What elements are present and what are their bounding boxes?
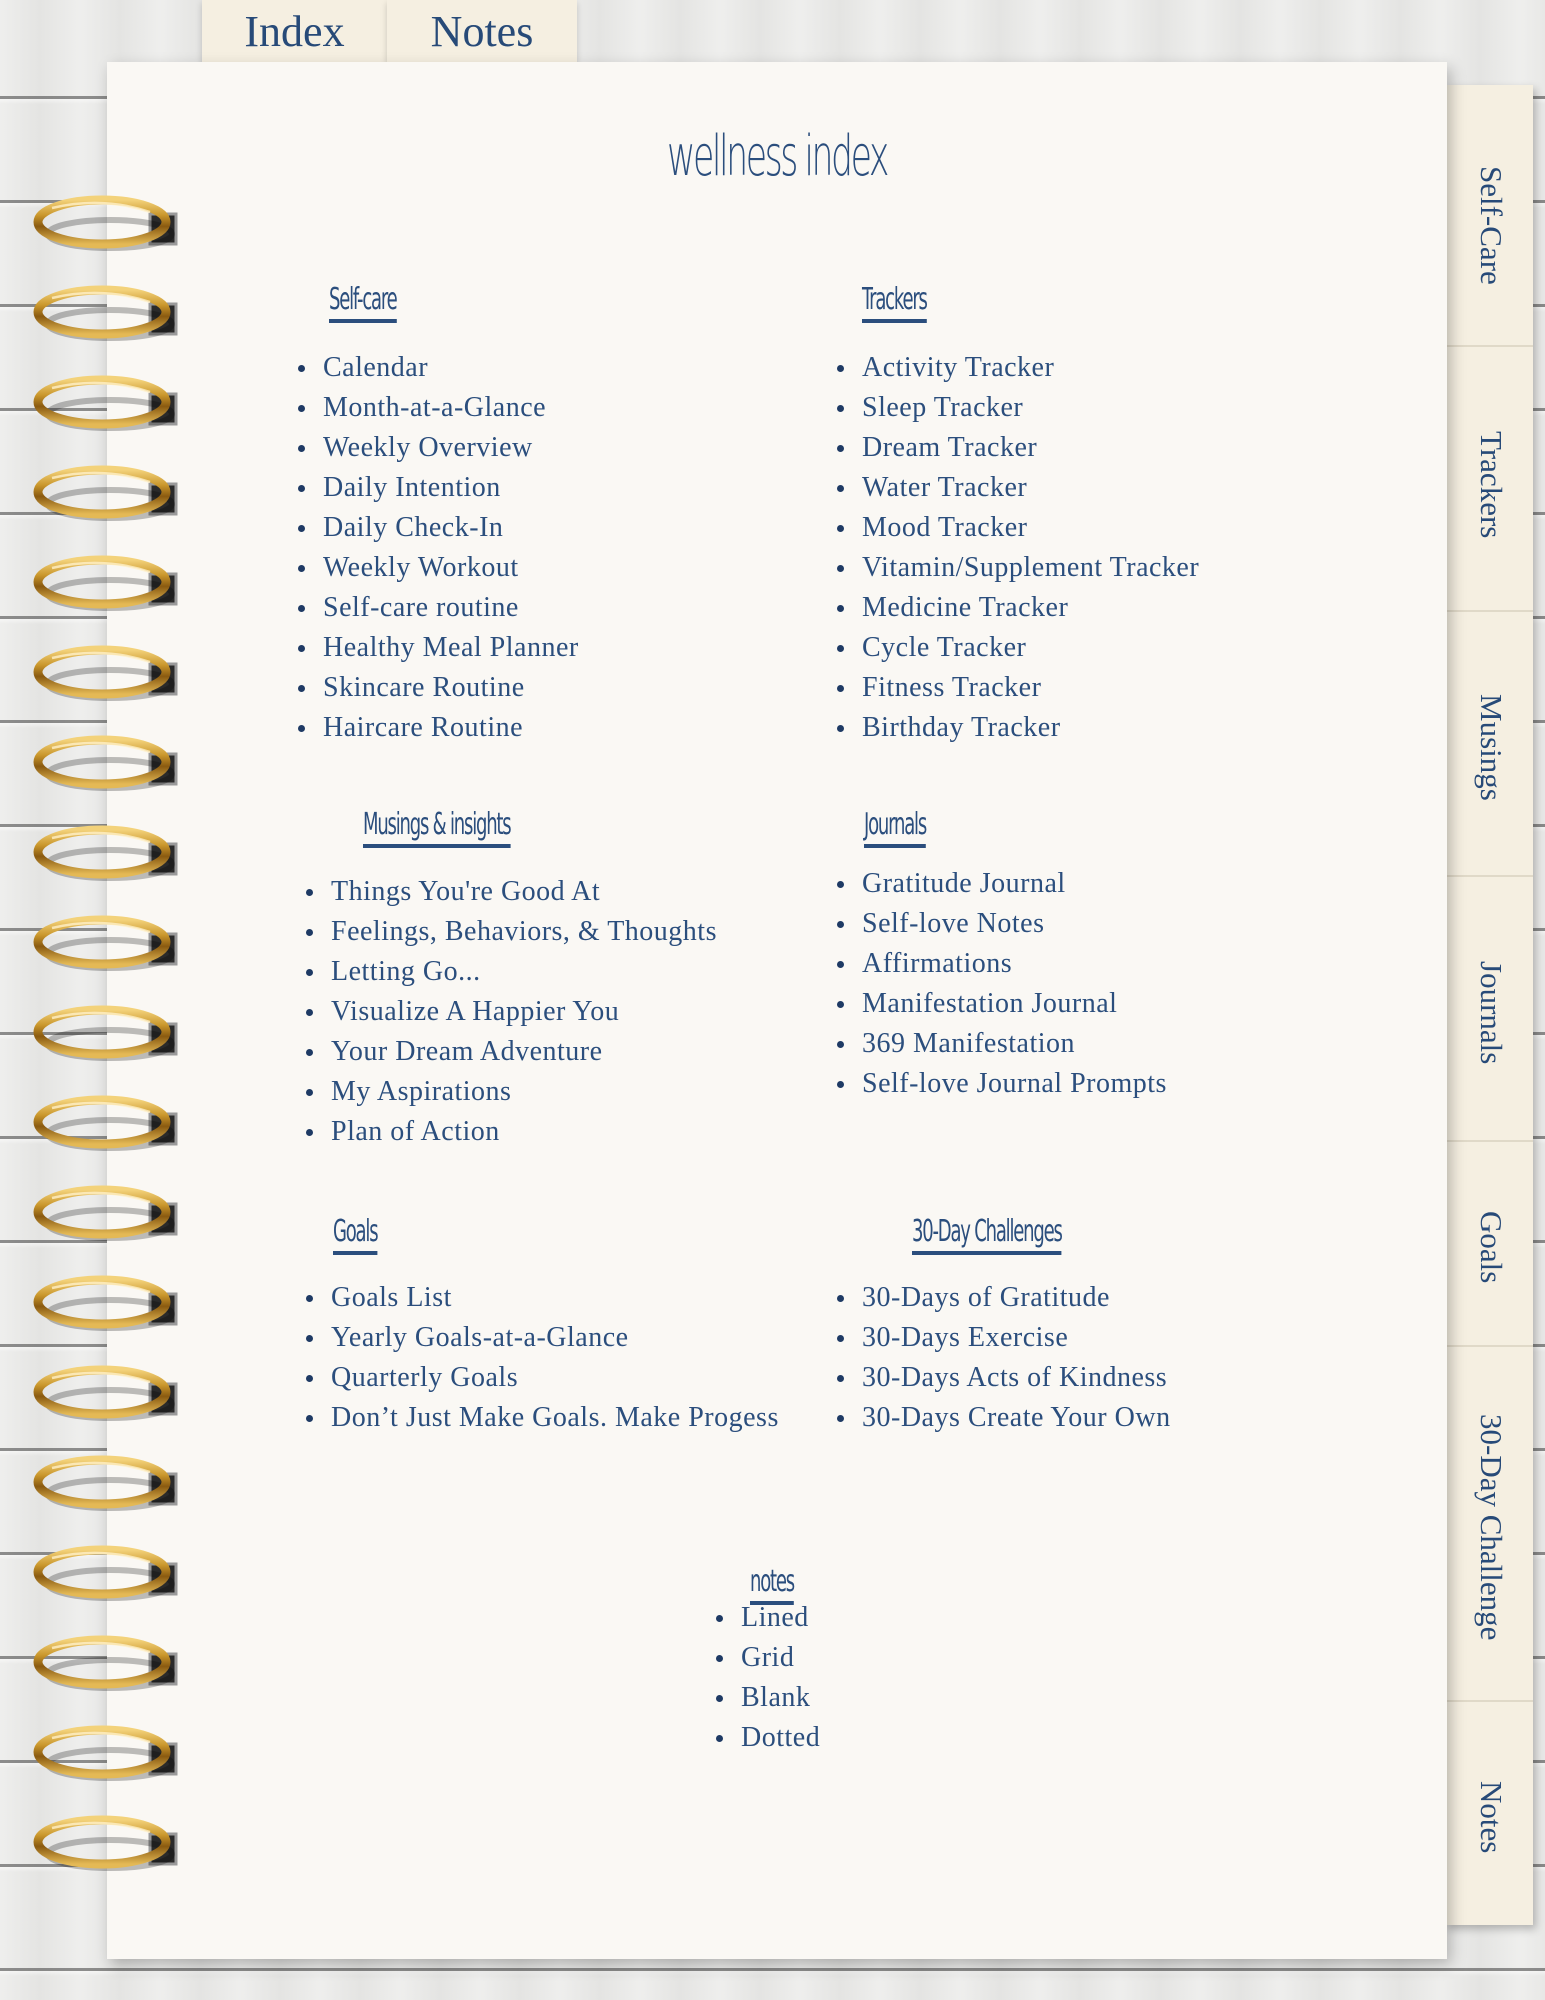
list-item[interactable]: Your Dream Adventure bbox=[331, 1032, 717, 1072]
spiral-ring-icon bbox=[38, 740, 176, 788]
list-item[interactable]: Gratitude Journal bbox=[862, 864, 1167, 904]
planner-page bbox=[107, 62, 1447, 1959]
side-tab-self-care[interactable]: Self-Care bbox=[1474, 165, 1509, 285]
spiral-ring-icon bbox=[38, 1640, 176, 1688]
list-item[interactable]: Cycle Tracker bbox=[862, 628, 1199, 668]
list-item[interactable]: Blank bbox=[741, 1678, 820, 1718]
list-item[interactable]: My Aspirations bbox=[331, 1072, 717, 1112]
list-item[interactable]: Feelings, Behaviors, & Thoughts bbox=[331, 912, 717, 952]
spiral-binding bbox=[0, 0, 200, 2000]
list-item[interactable]: Dream Tracker bbox=[862, 428, 1199, 468]
spiral-ring-icon bbox=[38, 1820, 176, 1868]
spiral-ring-icon bbox=[38, 560, 176, 608]
list-item[interactable]: Self-love Journal Prompts bbox=[862, 1064, 1167, 1104]
tab-index[interactable]: Index bbox=[202, 0, 387, 62]
list-item[interactable]: Dotted bbox=[741, 1718, 820, 1758]
list-item[interactable]: 30-Days Create Your Own bbox=[862, 1398, 1171, 1438]
spiral-ring-icon bbox=[38, 650, 176, 698]
list-item[interactable]: Vitamin/Supplement Tracker bbox=[862, 548, 1199, 588]
list-item[interactable]: Weekly Workout bbox=[323, 548, 579, 588]
list-item[interactable]: Quarterly Goals bbox=[331, 1358, 791, 1398]
section-heading-journals[interactable]: Journals bbox=[864, 807, 926, 848]
page-title: wellness index bbox=[667, 124, 887, 189]
side-tab-divider bbox=[1445, 1700, 1533, 1702]
spiral-ring-icon bbox=[38, 1730, 176, 1778]
notes-list bbox=[707, 1598, 820, 1758]
tab-notes[interactable]: Notes bbox=[387, 0, 577, 62]
musings-list bbox=[297, 872, 717, 1152]
list-item[interactable]: Manifestation Journal bbox=[862, 984, 1167, 1024]
list-item[interactable]: Yearly Goals-at-a-Glance bbox=[331, 1318, 791, 1358]
list-item[interactable]: Haircare Routine bbox=[323, 708, 579, 748]
list-item[interactable]: Plan of Action bbox=[331, 1112, 717, 1152]
side-tab-musings[interactable]: Musings bbox=[1474, 694, 1509, 801]
list-item[interactable]: Healthy Meal Planner bbox=[323, 628, 579, 668]
list-item[interactable]: Letting Go... bbox=[331, 952, 717, 992]
side-tab-divider bbox=[1445, 1345, 1533, 1347]
side-tab-journals[interactable]: Journals bbox=[1474, 960, 1509, 1065]
list-item[interactable]: Mood Tracker bbox=[862, 508, 1199, 548]
list-item[interactable]: Visualize A Happier You bbox=[331, 992, 717, 1032]
spiral-ring-icon bbox=[38, 1460, 176, 1508]
list-item[interactable]: Medicine Tracker bbox=[862, 588, 1199, 628]
list-item[interactable]: Fitness Tracker bbox=[862, 668, 1199, 708]
list-item[interactable]: Affirmations bbox=[862, 944, 1167, 984]
spiral-ring-icon bbox=[38, 1010, 176, 1058]
spiral-ring-icon bbox=[38, 830, 176, 878]
side-tab-trackers[interactable]: Trackers bbox=[1474, 431, 1509, 539]
spiral-ring-icon bbox=[38, 290, 176, 338]
section-heading-musings[interactable]: Musings & insights bbox=[363, 807, 510, 848]
list-item[interactable]: Weekly Overview bbox=[323, 428, 579, 468]
side-tab-divider bbox=[1445, 875, 1533, 877]
trackers-list bbox=[828, 348, 1199, 748]
list-item[interactable]: Daily Check-In bbox=[323, 508, 579, 548]
journals-list bbox=[828, 864, 1167, 1104]
list-item[interactable]: Self-love Notes bbox=[862, 904, 1167, 944]
list-item[interactable]: Grid bbox=[741, 1638, 820, 1678]
list-item[interactable]: Daily Intention bbox=[323, 468, 579, 508]
list-item[interactable]: Activity Tracker bbox=[862, 348, 1199, 388]
side-tab-notes[interactable]: Notes bbox=[1474, 1781, 1509, 1854]
list-item[interactable]: Don’t Just Make Goals. Make Progess bbox=[331, 1398, 791, 1438]
list-item[interactable]: 369 Manifestation bbox=[862, 1024, 1167, 1064]
spiral-ring-icon bbox=[38, 200, 176, 248]
list-item[interactable]: Goals List bbox=[331, 1278, 791, 1318]
list-item[interactable]: Things You're Good At bbox=[331, 872, 717, 912]
goals-list bbox=[297, 1278, 791, 1438]
spiral-ring-icon bbox=[38, 470, 176, 518]
spiral-ring-icon bbox=[38, 380, 176, 428]
list-item[interactable]: 30-Days Exercise bbox=[862, 1318, 1171, 1358]
list-item[interactable]: Month-at-a-Glance bbox=[323, 388, 579, 428]
side-tab-divider bbox=[1445, 345, 1533, 347]
list-item[interactable]: Calendar bbox=[323, 348, 579, 388]
self-care-list bbox=[289, 348, 579, 748]
spiral-ring-icon bbox=[38, 920, 176, 968]
spiral-ring-icon bbox=[38, 1370, 176, 1418]
list-item[interactable]: Water Tracker bbox=[862, 468, 1199, 508]
spiral-ring-icon bbox=[38, 1100, 176, 1148]
section-heading-self-care[interactable]: Self-care bbox=[329, 282, 397, 323]
spiral-ring-icon bbox=[38, 1280, 176, 1328]
list-item[interactable]: Self-care routine bbox=[323, 588, 579, 628]
side-tab-divider bbox=[1445, 1140, 1533, 1142]
side-tab-goals[interactable]: Goals bbox=[1474, 1211, 1509, 1284]
list-item[interactable]: 30-Days of Gratitude bbox=[862, 1278, 1171, 1318]
challenges-list bbox=[828, 1278, 1171, 1438]
list-item[interactable]: 30-Days Acts of Kindness bbox=[862, 1358, 1171, 1398]
section-heading-30-day-challenges[interactable]: 30-Day Challenges bbox=[912, 1214, 1062, 1255]
list-item[interactable]: Sleep Tracker bbox=[862, 388, 1199, 428]
spiral-ring-icon bbox=[38, 1190, 176, 1238]
section-heading-trackers[interactable]: Trackers bbox=[862, 282, 927, 323]
section-heading-goals[interactable]: Goals bbox=[333, 1214, 377, 1255]
spiral-ring-icon bbox=[38, 1550, 176, 1598]
side-tab-divider bbox=[1445, 610, 1533, 612]
list-item[interactable]: Skincare Routine bbox=[323, 668, 579, 708]
list-item[interactable]: Lined bbox=[741, 1598, 820, 1638]
section-heading-notes[interactable]: notes bbox=[750, 1564, 794, 1605]
list-item[interactable]: Birthday Tracker bbox=[862, 708, 1199, 748]
side-tab-30-day-challenge[interactable]: 30-Day Challenge bbox=[1474, 1414, 1509, 1641]
